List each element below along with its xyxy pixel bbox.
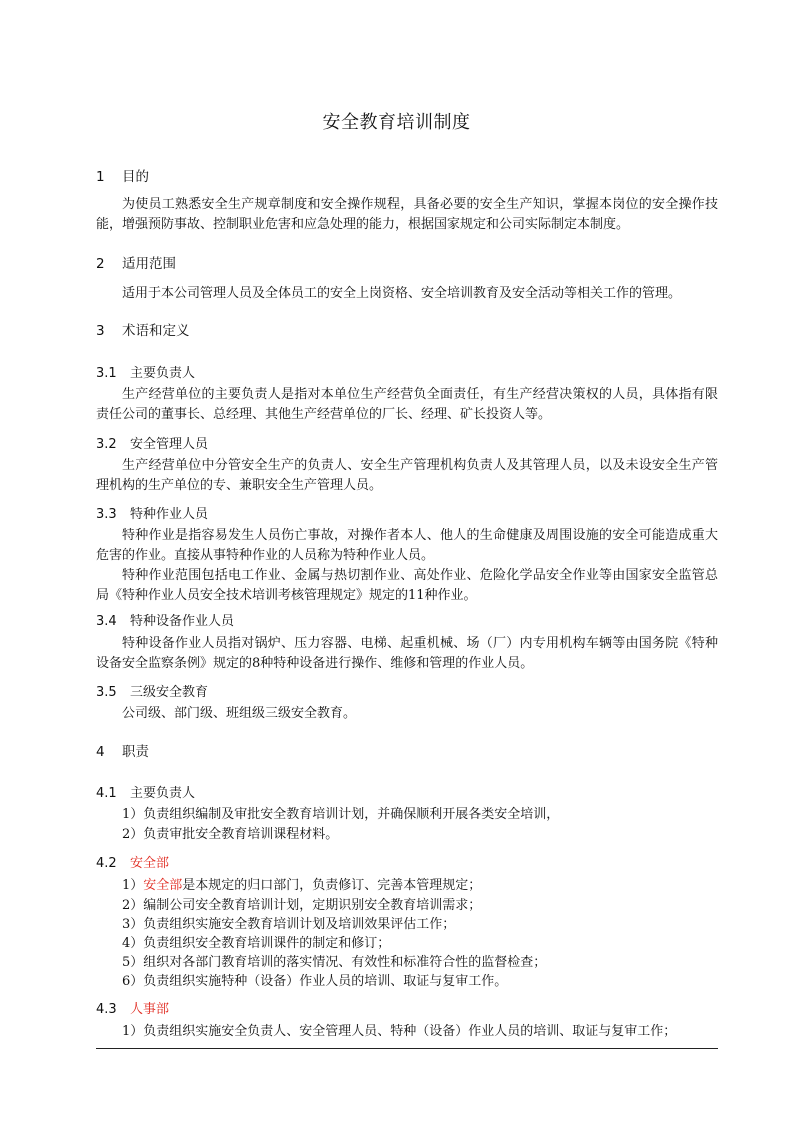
footer-divider — [96, 1048, 718, 1049]
highlighted-term: 安全部 — [143, 878, 183, 893]
section-3-4-text: 特种设备作业人员指对锅炉、压力容器、电梯、起重机械、场（厂）内专用机构车辆等由国务院《特种设备安全监察条例》规定的8种特种设备进行操作、维修和管理的作业人员。 — [96, 636, 718, 671]
section-4-1-heading — [96, 782, 195, 801]
section-number: 4.1 — [96, 786, 117, 801]
section-3-1-text: 生产经营单位的主要负责人是指对本单位生产经营负全面责任，有生产经营决策权的人员，具体指有限责任公司的董事长、总经理、其他生产经营单位的厂长、经理、矿长投资人等。 — [96, 387, 718, 422]
section-3-3-text-2: 特种作业范围包括电工作业、金属与热切割作业、高处作业、危险化学品安全作业等由国家安全监管总局《特种作业人员安全技术培训考核管理规定》规定的11种作业。 — [96, 568, 718, 603]
section-number: 3.5 — [96, 685, 117, 700]
section-4-heading — [96, 740, 149, 760]
section-title: 主要负责人 — [130, 366, 196, 381]
list-item: 4）负责组织安全教育培训课件的制定和修订； — [122, 936, 391, 951]
list-item: 2）负责审批安全教育培训课程材料。 — [122, 827, 339, 842]
list-item: 2）编制公司安全教育培训计划，定期识别安全教育培训需求； — [122, 898, 482, 913]
section-3-2-text: 生产经营单位中分管安全生产的负责人、安全生产管理机构负责人及其管理人员，以及未设安全生产管理机构的生产单位的专、兼职安全生产管理人员。 — [96, 458, 718, 493]
section-title: 安全部 — [130, 856, 170, 871]
list-item — [122, 876, 481, 896]
list-item: 1）负责组织实施安全负责人、安全管理人员、特种（设备）作业人员的培训、取证与复审工作； — [122, 1024, 677, 1039]
section-title: 主要负责人 — [130, 786, 196, 801]
section-title: 职责 — [122, 744, 149, 760]
list-item-text: 是本规定的归口部门，负责修订、完善本管理规定； — [182, 878, 482, 893]
section-number: 4 — [96, 744, 105, 760]
section-number: 3 — [96, 323, 105, 339]
section-title: 特种设备作业人员 — [130, 614, 235, 629]
section-title: 术语和定义 — [122, 323, 190, 339]
section-3-3-text-1: 特种作业是指容易发生人员伤亡事故，对操作者本人、他人的生命健康及周围设施的安全可能造成重大危害的作业。直接从事特种作业的人员称为特种作业人员。 — [96, 528, 718, 563]
section-3-5-heading — [96, 681, 208, 700]
section-4-3-heading — [96, 998, 169, 1017]
section-number: 2 — [96, 256, 105, 272]
list-item-number: 1） — [122, 878, 144, 893]
section-number: 3.2 — [96, 437, 117, 452]
section-title: 目的 — [122, 169, 149, 185]
section-2-text: 适用于本公司管理人员及全体员工的安全上岗资格、安全培训教育及安全活动等相关工作的管理。 — [122, 286, 682, 301]
section-number: 3.1 — [96, 366, 117, 381]
section-title: 特种作业人员 — [130, 507, 209, 522]
section-4-2-heading — [96, 852, 169, 871]
list-item: 3）负责组织实施安全教育培训计划及培训效果评估工作； — [122, 917, 456, 932]
section-3-3-heading — [96, 503, 208, 522]
section-number: 4.2 — [96, 856, 117, 871]
section-title: 三级安全教育 — [130, 685, 209, 700]
section-number: 3.3 — [96, 507, 117, 522]
section-title: 人事部 — [130, 1002, 170, 1017]
section-title: 安全管理人员 — [130, 437, 209, 452]
list-item: 5）组织对各部门教育培训的落实情况、有效性和标准符合性的监督检查； — [122, 955, 547, 970]
section-3-4-heading — [96, 610, 234, 629]
section-number: 1 — [96, 169, 105, 185]
section-number: 4.3 — [96, 1002, 117, 1017]
section-2-heading — [96, 252, 176, 272]
document-title: 安全教育培训制度 — [322, 112, 471, 133]
section-1-text: 为使员工熟悉安全生产规章制度和安全操作规程，具备必要的安全生产知识，掌握本岗位的安全操作技能，增强预防事故、控制职业危害和应急处理的能力，根据国家规定和公司实际制定本制度。 — [96, 197, 718, 232]
section-3-heading — [96, 319, 190, 339]
section-3-5-text: 公司级、部门级、班组级三级安全教育。 — [122, 706, 357, 721]
list-item: 6）负责组织实施特种（设备）作业人员的培训、取证与复审工作。 — [122, 974, 508, 989]
section-number: 3.4 — [96, 614, 117, 629]
section-title: 适用范围 — [122, 256, 176, 272]
section-3-1-heading — [96, 362, 195, 381]
section-3-2-heading — [96, 433, 208, 452]
section-1-heading — [96, 165, 149, 185]
list-item: 1）负责组织编制及审批安全教育培训计划，并确保顺利开展各类安全培训， — [122, 807, 560, 822]
